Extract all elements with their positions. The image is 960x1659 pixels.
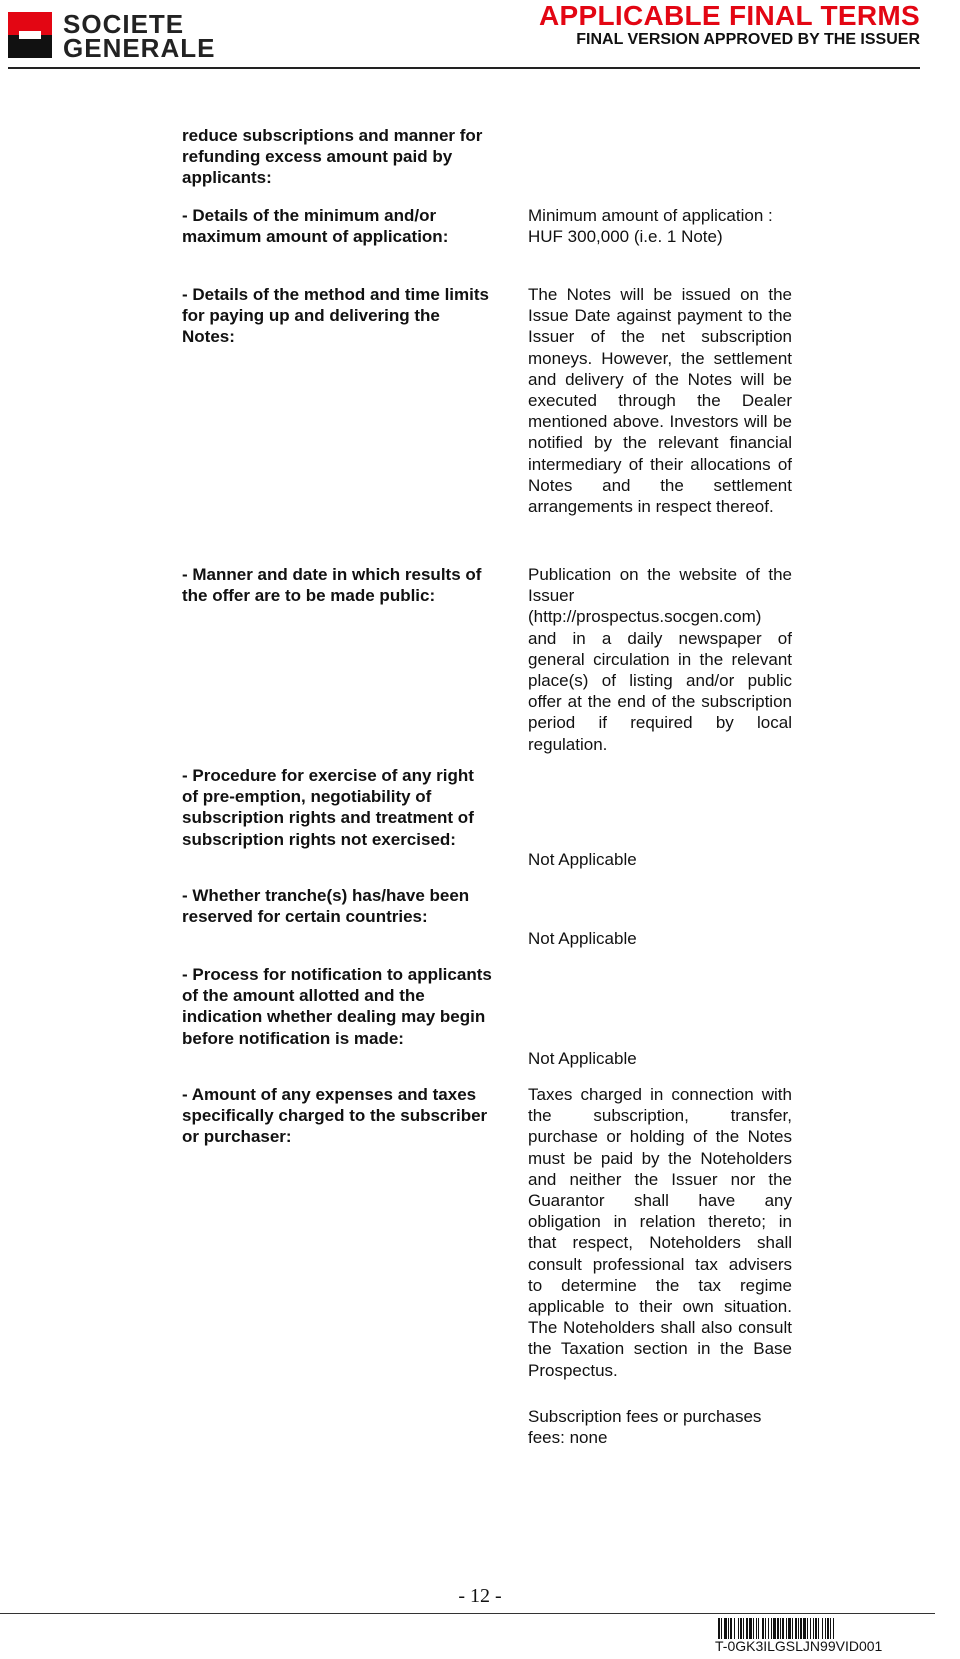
barcode [718,1618,935,1639]
label-min-max-application: - Details of the minimum and/or maximum amount of application: [182,206,449,247]
value-subscription-fees: Subscription fees or purchases fees: none [528,1407,762,1448]
societe-generale-logo [8,9,230,63]
value-results-publication: Publication on the website of the Issuer (http://prospectus.socgen.com) and in a daily newspaper of general circulation in the relevant place(s) of listing and/or public offer at the end of the subscription period if required by local regulation. [528,565,792,754]
document-title: APPLICABLE FINAL TERMS [539,0,920,31]
document-subtitle: FINAL VERSION APPROVED BY THE ISSUER [576,31,920,48]
page-number: - 12 - [458,1585,502,1607]
header-divider [8,67,920,69]
label-reduce-subscriptions: reduce subscriptions and manner for refunding excess amount paid by applicants: [182,126,483,188]
footer-divider [0,1613,935,1614]
label-results-publication: - Manner and date in which results of the offer are to be made public: [182,565,482,606]
value-pre-emption-procedure: Not Applicable [528,850,637,869]
barcode-stripe [834,1618,837,1639]
logo-text-line1: SOCIETE [63,9,185,39]
value-payment-delivery: The Notes will be issued on the Issue Date against payment to the Issuer of the net subscription moneys. However, the settlement and delivery of the Notes will be executed through the Dealer mentioned above. Investors will be notified by the relevant financial intermediary of their allocations of Notes and the settlement arrangements in respect thereof. [528,285,792,517]
label-allotment-notification: - Process for notification to applicants of the amount allotted and the indication whether dealing may begin before notification is made: [182,965,492,1048]
value-min-max-application: Minimum amount of application : HUF 300,000 (i.e. 1 Note) [528,206,773,247]
label-expenses-taxes: - Amount of any expenses and taxes specifically charged to the subscriber or purchaser: [182,1085,488,1147]
logo-text-line2: GENERALE [63,33,216,63]
label-pre-emption-procedure: - Procedure for exercise of any right of pre-emption, negotiability of subscription rights and treatment of subscription rights not exercised: [182,766,474,849]
document-reference: T-0GK3ILGSLJN99VID001 [715,1638,883,1654]
value-expenses-taxes: Taxes charged in connection with the subscription, transfer, purchase or holding of the Notes must be paid by the Noteholders and neither the Issuer nor the Guarantor shall have any obligation in relation thereto; in that respect, Noteholders shall consult professional tax advisers to determine the tax regime applicable to their own situation. The Noteholders shall also consult the Taxation section in the Base Prospectus. [528,1085,792,1380]
label-payment-delivery: - Details of the method and time limits for paying up and delivering the Notes: [182,285,489,347]
value-allotment-notification: Not Applicable [528,1049,637,1068]
value-tranche-reservation: Not Applicable [528,929,637,948]
label-tranche-reservation: - Whether tranche(s) has/have been reserved for certain countries: [182,886,470,927]
logo-white-bar [19,31,41,39]
